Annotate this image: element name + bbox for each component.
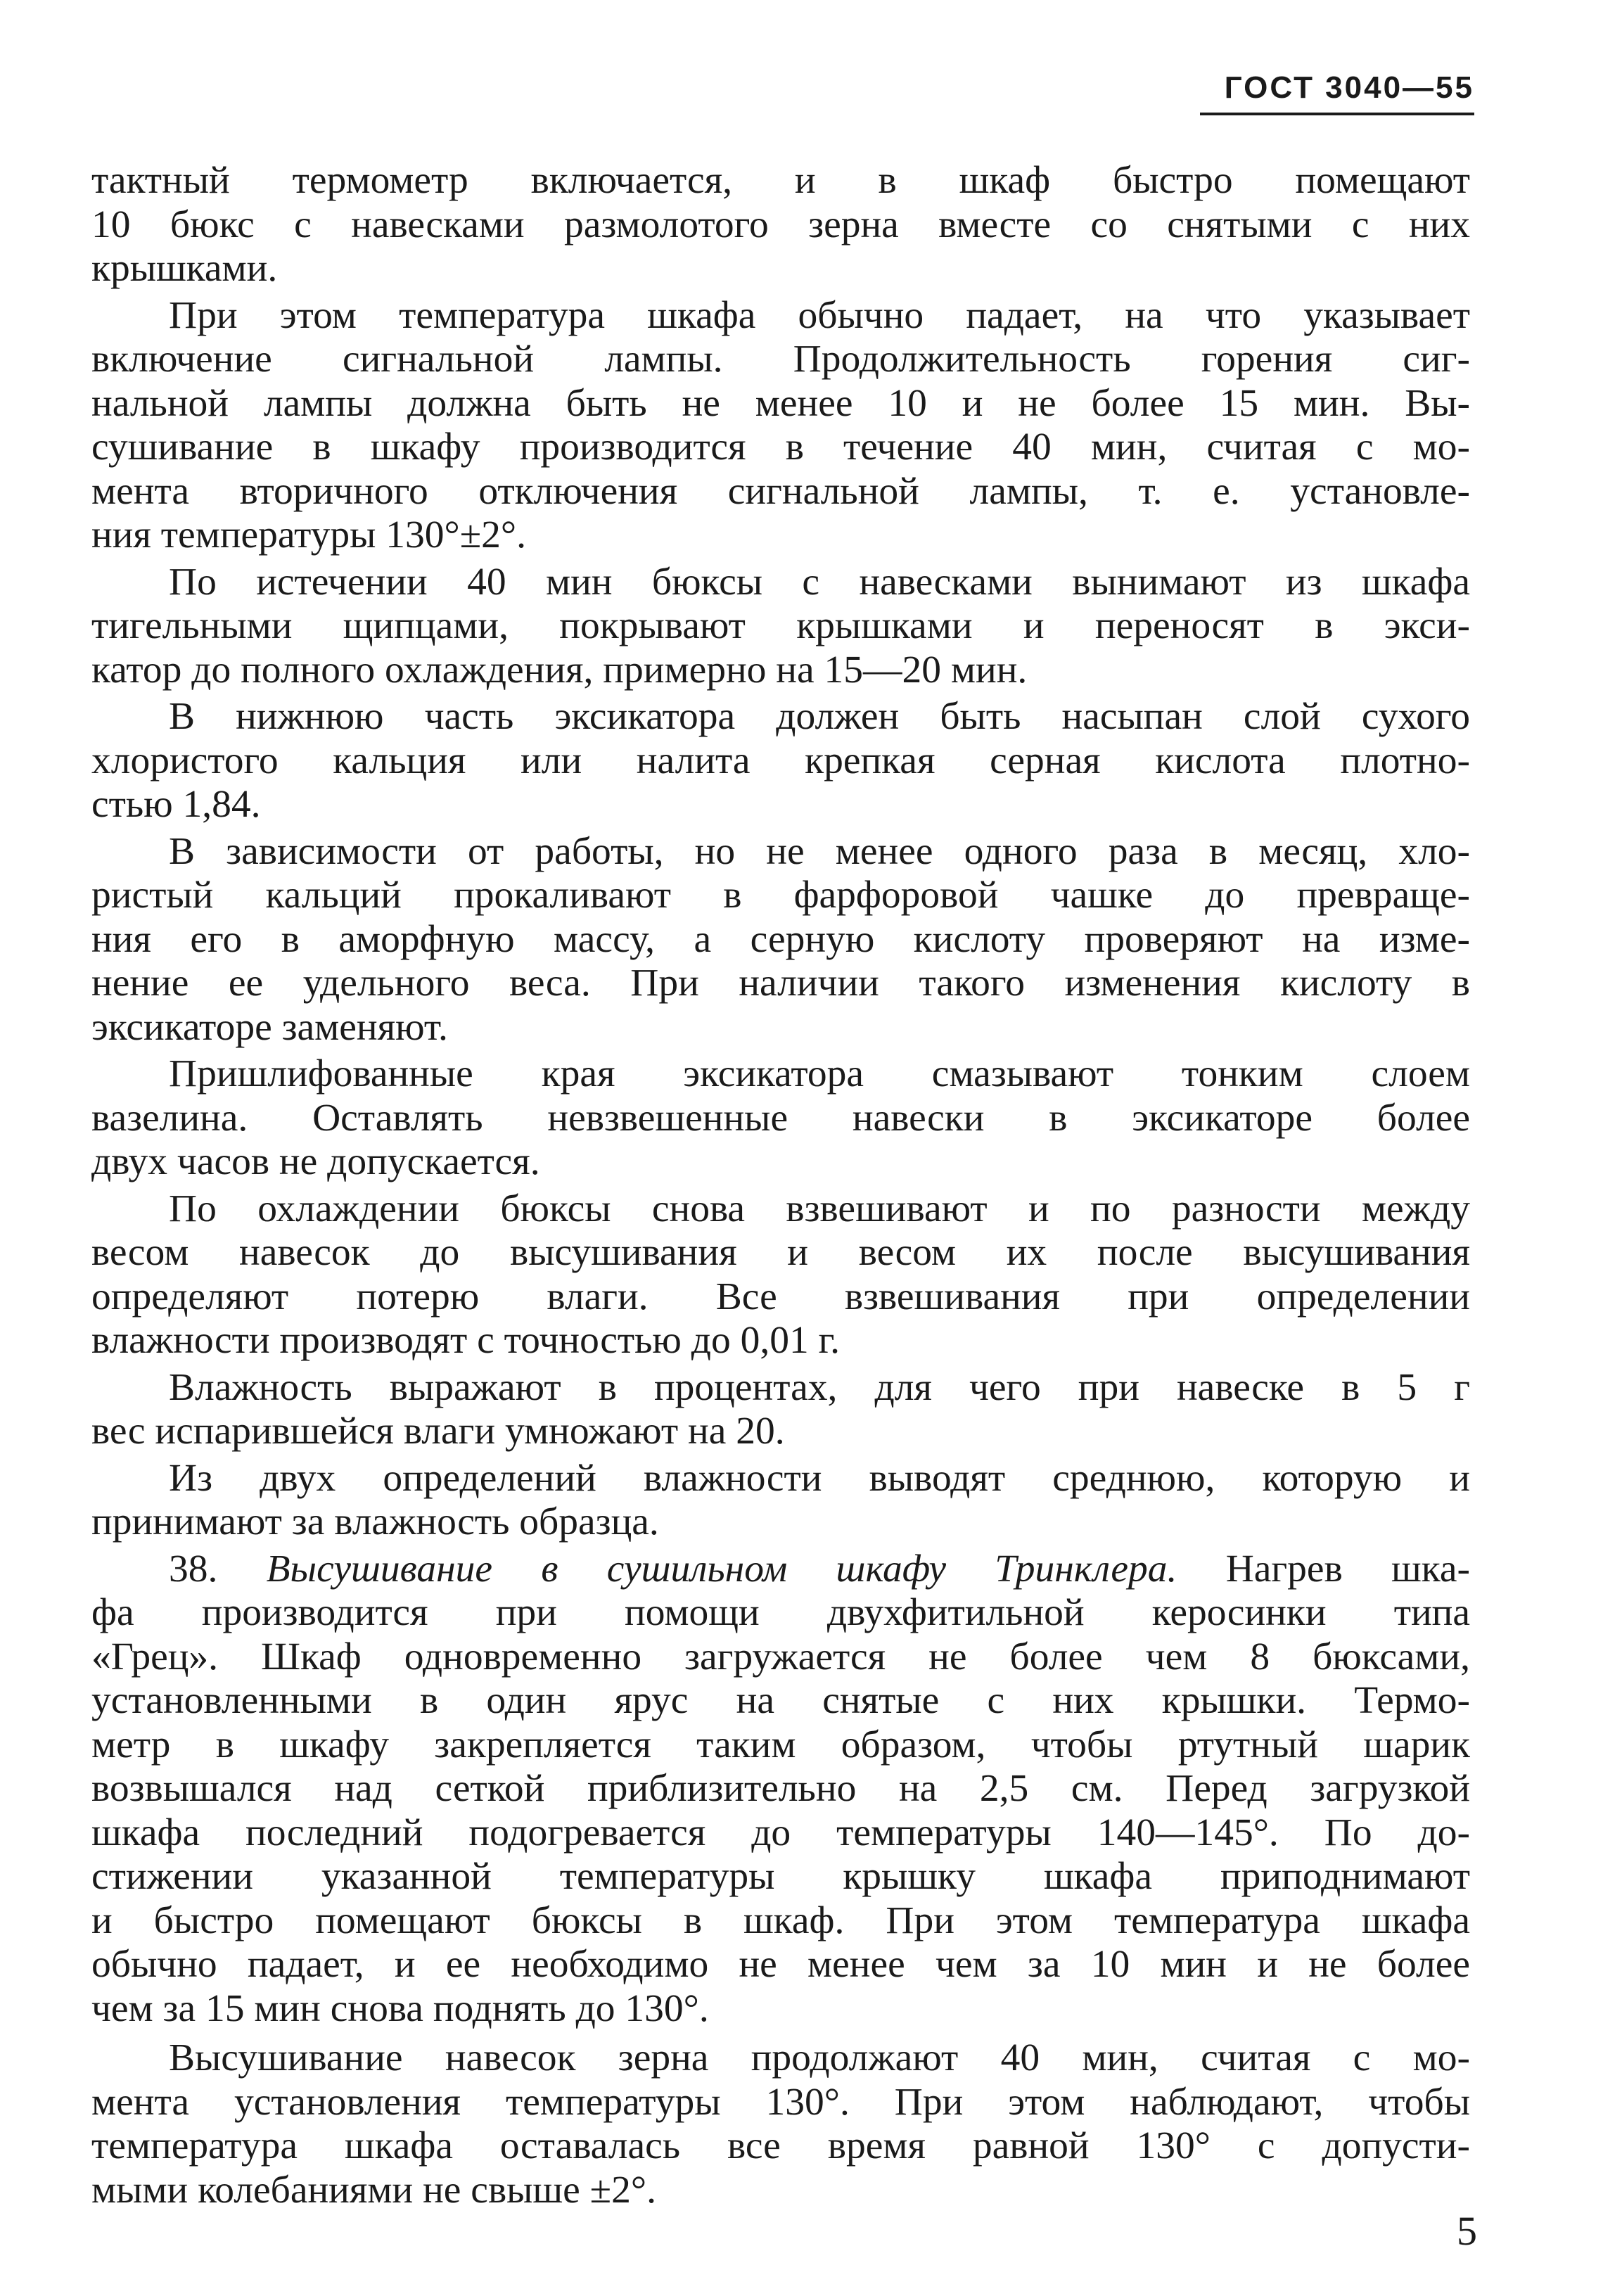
paragraph — [91, 561, 1470, 693]
paragraph — [91, 695, 1470, 827]
text-line: включение сигнальной лампы. Продолжительность горения сиг- — [91, 338, 1470, 381]
text-line: определяют потерю влаги. Все взвешивания при определении — [91, 1275, 1470, 1318]
page-header — [1200, 70, 1474, 115]
text-line: тактный термометр включается, и в шкаф быстро помещают — [91, 159, 1470, 202]
text-line: «Грец». Шкаф одновременно загружается не более чем 8 бюксами, — [91, 1635, 1470, 1678]
text-line: По истечении 40 мин бюксы с навесками вынимают из шкафа — [169, 560, 1470, 604]
text-line: нение ее удельного веса. При наличии такого изменения кислоту в — [91, 962, 1470, 1005]
text-line: ристый кальций прокаливают в фарфоровой чашке до превраще- — [91, 874, 1470, 917]
paragraph — [91, 1366, 1470, 1454]
text-line: Высушивание навесок зерна продолжают 40 мин, считая с мо- — [169, 2036, 1470, 2079]
text-line: стью 1,84. — [91, 783, 261, 826]
text-line: В нижнюю часть эксикатора должен быть насыпан слой сухого — [169, 695, 1470, 738]
header-rule — [1200, 113, 1474, 115]
text-line: тигельными щипцами, покрывают крышками и переносят в экси- — [91, 604, 1470, 647]
section-number: 38. — [169, 1547, 218, 1590]
text-line: эксикаторе заменяют. — [91, 1005, 448, 1049]
paragraph — [91, 830, 1470, 1050]
text-line: влажности производят с точностью до 0,01 г. — [91, 1319, 841, 1362]
text-line: и быстро помещают бюксы в шкаф. При этом температура шкафа — [91, 1899, 1470, 1942]
text-line: чем за 15 мин снова поднять до 130°. — [91, 1986, 709, 2030]
text-line: Пришлифованные края эксикатора смазывают тонким слоем — [169, 1052, 1470, 1095]
text-line: мента вторичного отключения сигнальной лампы, т. е. установле- — [91, 469, 1470, 513]
text-line: нальной лампы должна быть не менее 10 и не более 15 мин. Вы- — [91, 381, 1470, 425]
text-line: сушивание в шкафу производится в течение 40 мин, считая с мо- — [91, 426, 1470, 468]
text-line: метр в шкафу закрепляется таким образом, чтобы ртутный шарик — [91, 1723, 1470, 1766]
text-line: возвышался над сеткой приблизительно на 2,5 см. Перед загрузкой — [91, 1767, 1470, 1810]
text-line: принимают за влажность образца. — [91, 1500, 659, 1543]
section-title: Высушивание в сушильном шкафу Тринклера. — [266, 1547, 1177, 1590]
text-line: ния температуры 130°±2°. — [91, 514, 527, 556]
text-line: хлористого кальция или налита крепкая серная кислота плотно- — [91, 739, 1470, 782]
text-line: мента установления температуры 130°. При этом наблюдают, чтобы — [91, 2080, 1470, 2124]
paragraph — [91, 159, 1470, 291]
text-line: шкафа последний подогревается до температуры 140—145°. По до- — [91, 1811, 1470, 1854]
text-line: ния его в аморфную массу, а серную кислоту проверяют на изме- — [91, 917, 1470, 961]
text-line: Влажность выражают в процентах, для чего при навеске в 5 г — [169, 1365, 1470, 1409]
page-number: 5 — [1457, 2208, 1477, 2254]
text-line: В зависимости от работы, но не менее одного раза в месяц, хло- — [169, 829, 1470, 873]
paragraph — [91, 1187, 1470, 1363]
section-paragraph — [91, 1548, 1470, 2032]
text-line: стижении указанной температуры крышку шкафа приподнимают — [91, 1855, 1470, 1898]
text-line: 10 бюкс с навесками размолотого зерна вместе со снятыми с них — [91, 203, 1470, 246]
paragraph — [91, 294, 1470, 558]
text-line: весом навесок до высушивания и весом их после высушивания — [91, 1231, 1470, 1274]
body-text — [91, 159, 1470, 2215]
gost-number: ГОСТ 3040—55 — [1224, 70, 1474, 105]
text-line: двух часов не допускается. — [91, 1140, 540, 1183]
text-line: крышками. — [91, 247, 278, 290]
text-line: фа производится при помощи двухфитильной керосинки типа — [91, 1591, 1470, 1634]
paragraph — [91, 1457, 1470, 1545]
text-line: катор до полного охлаждения, примерно на 15—20 мин. — [91, 648, 1028, 691]
paragraph — [91, 2036, 1470, 2212]
text-line: вазелина. Оставлять невзвешенные навески в эксикаторе более — [91, 1096, 1470, 1140]
text-line: По охлаждении бюксы снова взвешивают и по разности между — [169, 1187, 1470, 1230]
text-line: Из двух определений влажности выводят среднюю, которую и — [169, 1456, 1470, 1500]
text-line: При этом температура шкафа обычно падает, на что указывает — [169, 293, 1470, 337]
section-first-line — [91, 1548, 1470, 1592]
text-fragment: Нагрев шка- — [1225, 1547, 1471, 1590]
paragraph — [91, 1052, 1470, 1185]
text-line: мыми колебаниями не свыше ±2°. — [91, 2168, 656, 2212]
text-line: вес испарившейся влаги умножают на 20. — [91, 1410, 785, 1453]
text-line: температура шкафа оставалась все время равной 130° с допусти- — [91, 2124, 1470, 2167]
text-line: обычно падает, и ее необходимо не менее чем за 10 мин и не более — [91, 1943, 1470, 1986]
text-line: установленными в один ярус на снятые с них крышки. Термо- — [91, 1679, 1470, 1722]
